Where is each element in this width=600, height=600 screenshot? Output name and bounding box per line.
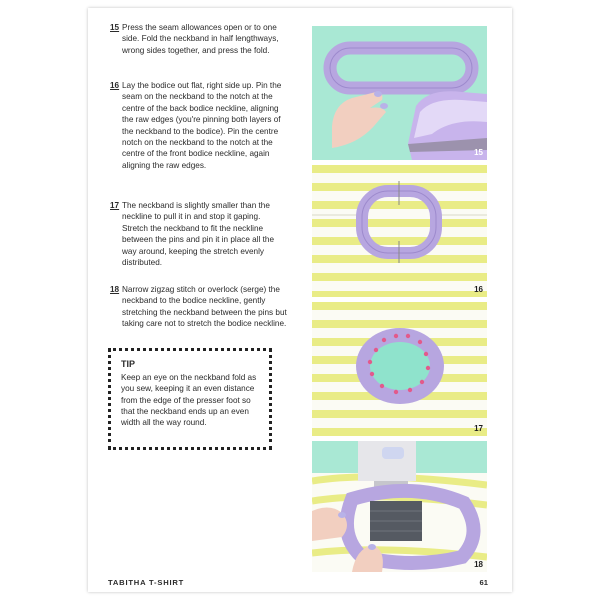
step-17 [110,200,288,268]
photo-number: 18 [474,560,483,569]
step-number: 15 [110,23,120,32]
photo-step-15 [312,26,487,160]
step-15 [110,22,288,56]
tip-box [108,348,272,450]
step-text: Narrow zigzag stitch or overlock (serge) the neckband to the bodice neckline, gently stretching the neckband between the pins but taking care not to stretch the bodice neckline. [122,285,287,329]
tip-title: TIP [121,359,136,369]
tip-text: Keep an eye on the neckband fold as you sew, keeping it an even distance from the edge of the presser foot so that the neckband ends up an even width all the way round. [121,373,257,428]
photo-number: 17 [474,424,483,433]
step-text: The neckband is slightly smaller than the neckline to pull it in and stop it gaping. Stretch the neckband to fit the neckline between the pins and pin it in place all the way around, keeping the stretch evenly distributed. [122,201,275,268]
page-footer [108,578,488,587]
page-number: 61 [479,578,488,587]
photo-number: 15 [474,148,483,157]
step-text: Lay the bodice out flat, right side up. Pin the seam on the neckband to the notch at the centre of the back bodice neckline, aligning the raw edges (you're pinning both layers of the neckband to the bodice). Pin the centre notch on the neckband to the notch at the centre of the front bodice neckline, again aligning the raw edges. [122,81,282,170]
step-number: 18 [110,285,120,294]
step-text: Press the seam allowances open or to one side. Fold the neckband in half lengthways, wrong sides together, and press the fold. [122,23,279,55]
step-number: 16 [110,81,120,90]
step-18 [110,284,288,330]
book-page [88,8,512,592]
neckband-iron-illustration [312,26,487,160]
photo-step-18 [312,441,487,572]
step-16 [110,80,288,171]
photo-step-16 [312,165,487,297]
pinned-neckband-illustration [312,165,487,297]
sewing-machine-illustration [312,441,487,572]
step-number: 17 [110,201,120,210]
fully-pinned-neckband-illustration [312,302,487,436]
footer-title: TABITHA T-SHIRT [108,578,185,587]
photo-step-17 [312,302,487,436]
photo-number: 16 [474,285,483,294]
